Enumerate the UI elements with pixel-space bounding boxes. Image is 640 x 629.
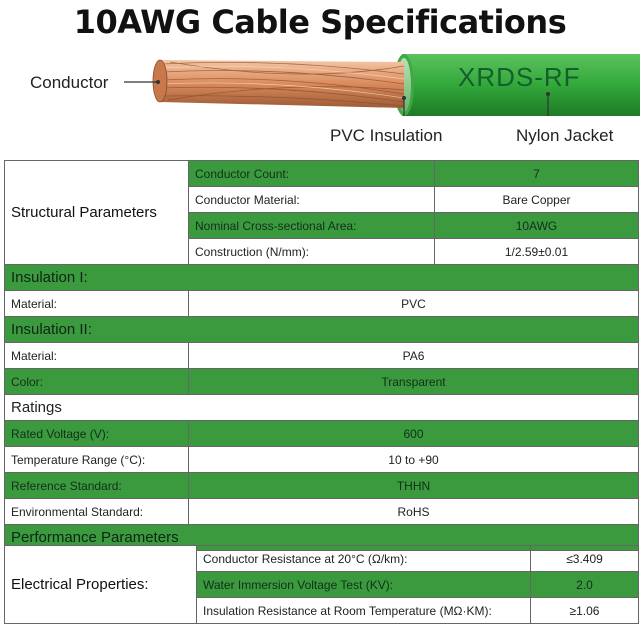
- jacket-print-text: XRDS-RF: [458, 62, 581, 92]
- row-value: THHN: [189, 473, 639, 499]
- ratings-header: Ratings: [5, 395, 639, 421]
- row-name: Temperature Range (°C):: [5, 447, 189, 473]
- row-value: 2.0: [531, 572, 639, 598]
- row-name: Material:: [5, 343, 189, 369]
- row-name: Water Immersion Voltage Test (KV):: [197, 572, 531, 598]
- conductor-end: [153, 60, 167, 102]
- row-name: Conductor Count:: [189, 161, 435, 187]
- row-value: 10AWG: [435, 213, 639, 239]
- page-title: 10AWG Cable Specifications: [73, 3, 567, 41]
- row-value: Transparent: [189, 369, 639, 395]
- row-value: 7: [435, 161, 639, 187]
- row-name: Conductor Material:: [189, 187, 435, 213]
- structural-section-label: Structural Parameters: [5, 161, 189, 265]
- electrical-section-label: Electrical Properties:: [5, 546, 197, 624]
- spec-table: [4, 160, 639, 551]
- cable-illustration: [0, 44, 640, 160]
- row-name: Reference Standard:: [5, 473, 189, 499]
- row-name: Nominal Cross-sectional Area:: [189, 213, 435, 239]
- row-value: 600: [189, 421, 639, 447]
- row-value: RoHS: [189, 499, 639, 525]
- pvc-insulation-label: PVC Insulation: [330, 126, 443, 145]
- row-value: ≥1.06: [531, 598, 639, 624]
- performance-table: [4, 545, 639, 624]
- row-name: Conductor Resistance at 20°C (Ω/km):: [197, 546, 531, 572]
- insulation1-header: Insulation I:: [5, 265, 639, 291]
- row-name: Material:: [5, 291, 189, 317]
- row-value: Bare Copper: [435, 187, 639, 213]
- row-value: PVC: [189, 291, 639, 317]
- conductor-label: Conductor: [30, 73, 109, 92]
- row-name: Environmental Standard:: [5, 499, 189, 525]
- nylon-jacket-label: Nylon Jacket: [516, 126, 614, 145]
- row-name: Insulation Resistance at Room Temperature (MΩ·KM):: [197, 598, 531, 624]
- row-value: PA6: [189, 343, 639, 369]
- performance-header: Performance Parameters: [5, 525, 639, 551]
- insulation2-header: Insulation II:: [5, 317, 639, 343]
- row-value: ≤3.409: [531, 546, 639, 572]
- row-name: Rated Voltage (V):: [5, 421, 189, 447]
- row-value: 1/2.59±0.01: [435, 239, 639, 265]
- copper-conductor: [155, 60, 404, 108]
- row-name: Construction (N/mm):: [189, 239, 435, 265]
- row-name: Color:: [5, 369, 189, 395]
- row-value: 10 to +90: [189, 447, 639, 473]
